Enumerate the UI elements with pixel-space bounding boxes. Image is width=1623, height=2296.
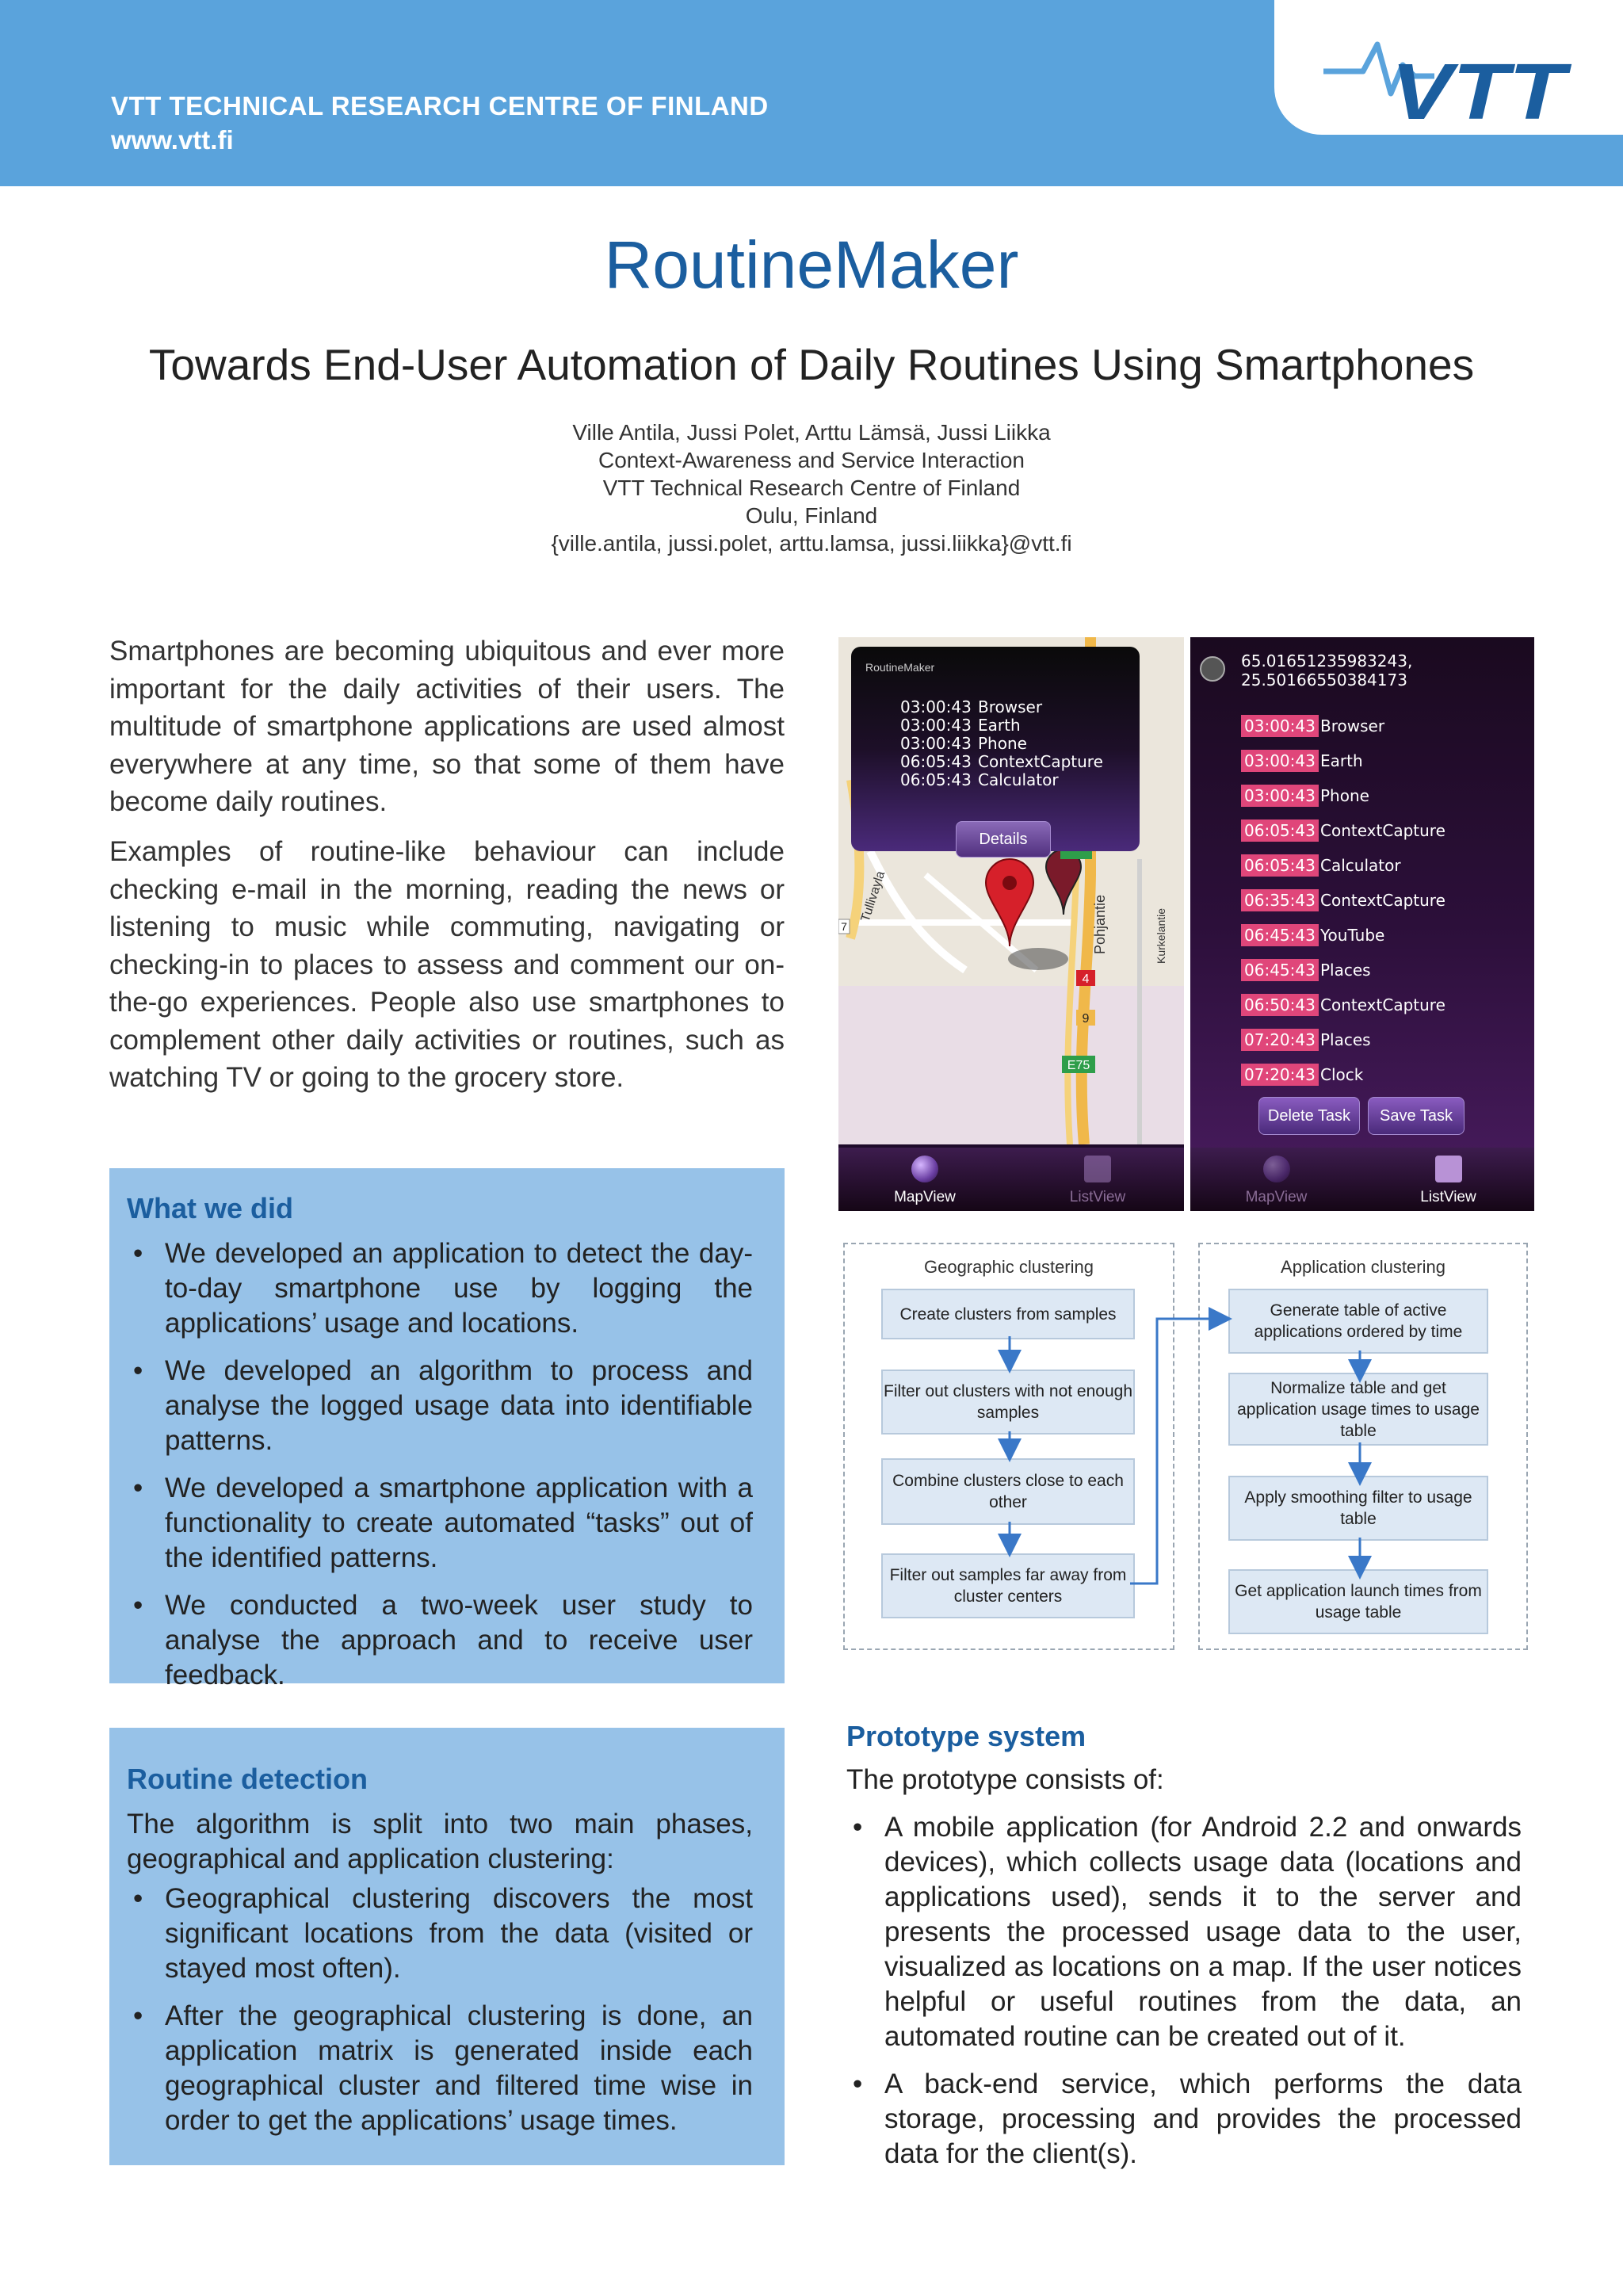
flow-arrows (824, 1236, 1553, 1664)
task-time: 06:45:43 (1241, 959, 1319, 981)
what-we-did-box (109, 1168, 785, 1690)
task-row[interactable] (1241, 750, 1534, 772)
author-emails[interactable]: {ville.antila, jussi.polet, arttu.lamsa, jussi.liikka}@vtt.fi (551, 531, 1072, 556)
task-time: 07:20:43 (1241, 1029, 1319, 1051)
popup-time: 06:05:43 (900, 770, 972, 789)
prototype-intro: The prototype consists of: (846, 1764, 1164, 1795)
map-street-kurkelantie: Kurkelantie (1155, 907, 1167, 964)
map-pin-shadow (1008, 948, 1068, 970)
details-button[interactable]: Details (956, 821, 1051, 858)
delete-task-button[interactable]: Delete Task (1258, 1097, 1360, 1135)
popup-row (900, 770, 1059, 789)
globe-icon (1263, 1156, 1290, 1182)
task-app: Places (1320, 961, 1371, 980)
task-app: Earth (1320, 751, 1363, 770)
task-time: 03:00:43 (1241, 750, 1319, 772)
intro-paragraph-1: Smartphones are becoming ubiquitous and ever more important for the daily activities of their users. The multitude of smartphone applications are used almost everywhere at any time, so that some of them have become daily routines. (109, 636, 785, 817)
list-item: • We developed an application to detect the day-to-day smartphone use by logging the applications’ usage and locations. (127, 1236, 753, 1341)
task-app: Places (1320, 1030, 1371, 1049)
map-badge-7-text: 7 (841, 920, 847, 933)
task-row[interactable] (1241, 959, 1534, 981)
popup-row (900, 752, 1103, 771)
mapview-screenshot (838, 637, 1184, 1211)
author-institution: VTT Technical Research Centre of Finland (602, 476, 1021, 500)
listview-screenshot (1190, 637, 1534, 1211)
task-app: Phone (1320, 786, 1369, 805)
popup-time: 03:00:43 (900, 697, 972, 716)
flow-step-app-4: Get application launch times from usage table (1228, 1569, 1488, 1634)
task-row[interactable] (1241, 889, 1534, 911)
task-row[interactable] (1241, 785, 1534, 807)
flow-step-app-1: Generate table of active applications ordered by time (1228, 1289, 1488, 1354)
prototype-title: Prototype system (846, 1720, 1086, 1752)
tab-listview[interactable] (1011, 1148, 1184, 1211)
list-item: • A back-end service, which performs the data storage, processing and provides the processed data for the client(s). (846, 2067, 1522, 2172)
task-row[interactable] (1241, 715, 1534, 737)
coords-line-2: 25.50166550384173 (1241, 670, 1407, 690)
header-org-name: VTT TECHNICAL RESEARCH CENTRE OF FINLAND (111, 91, 769, 120)
location-icon[interactable] (1200, 656, 1225, 682)
flow-step-app-3: Apply smoothing filter to usage table (1228, 1476, 1488, 1541)
arrow-geo-to-app (1130, 1319, 1220, 1584)
task-time: 03:00:43 (1241, 785, 1319, 807)
popup-time: 03:00:43 (900, 734, 972, 753)
task-row[interactable] (1241, 994, 1534, 1016)
task-time: 06:45:43 (1241, 924, 1319, 946)
list-icon (1435, 1156, 1462, 1182)
popup-time: 06:05:43 (900, 752, 972, 771)
task-row[interactable] (1241, 1064, 1534, 1086)
map-badge-9-text: 9 (1082, 1012, 1090, 1026)
task-row[interactable] (1241, 854, 1534, 877)
list-item: • After the geographical clustering is done, an application matrix is generated inside each geographical cluster and filtered time wise in order to get the applications’ usage times. (127, 1999, 753, 2138)
popup-app: Calculator (978, 770, 1059, 789)
page-title: RoutineMaker (604, 227, 1019, 302)
author-group: Context-Awareness and Service Interaction (598, 448, 1025, 472)
application-clustering-title: Application clustering (1281, 1257, 1445, 1277)
map-street-pohjantie: Pohjantie (1092, 894, 1108, 954)
task-app: Browser (1320, 716, 1385, 735)
list-item: • We developed a smartphone application with a functionality to create automated “tasks” out of the identified patterns. (127, 1471, 753, 1576)
flow-step-geo-3: Combine clusters close to each other (881, 1458, 1135, 1525)
map-badge-e75-text: E75 (1067, 1059, 1090, 1072)
coordinates (1241, 651, 1412, 690)
author-names: Ville Antila, Jussi Polet, Arttu Lämsä, Jussi Liikka (572, 420, 1051, 445)
routine-detection-title: Routine detection (127, 1763, 368, 1795)
map-area[interactable] (838, 637, 1184, 1144)
flow-step-geo-2: Filter out clusters with not enough samples (881, 1370, 1135, 1435)
task-time: 06:35:43 (1241, 889, 1319, 911)
what-we-did-title: What we did (127, 1192, 293, 1224)
map-popup (851, 647, 1140, 851)
listview-navbar (1190, 1148, 1534, 1211)
list-item: • We conducted a two-week user study to analyse the approach and to receive user feedback. (127, 1588, 753, 1693)
task-row[interactable] (1241, 1029, 1534, 1051)
popup-app: Browser (978, 697, 1043, 716)
popup-app: Phone (978, 734, 1027, 753)
save-task-button[interactable]: Save Task (1368, 1097, 1465, 1135)
map-pink-area (838, 986, 1184, 1144)
map-badge-4-text: 4 (1082, 972, 1090, 986)
tab-mapview-label: MapView (894, 1189, 956, 1205)
task-time: 03:00:43 (1241, 715, 1319, 737)
routine-detection-box (109, 1728, 785, 2165)
prototype-list (846, 1810, 1522, 2172)
list-icon (1084, 1156, 1111, 1182)
list-item: • Geographical clustering discovers the most significant locations from the data (visited or stayed most often). (127, 1881, 753, 1986)
what-we-did-list (127, 1236, 753, 1693)
task-app: ContextCapture (1320, 821, 1445, 840)
header-url[interactable]: www.vtt.fi (111, 125, 234, 155)
tab-listview-label: ListView (1069, 1189, 1126, 1205)
task-time: 07:20:43 (1241, 1064, 1319, 1086)
task-app: YouTube (1320, 926, 1385, 945)
flow-step-app-2: Normalize table and get application usage times to usage table (1228, 1373, 1488, 1446)
list-area (1190, 637, 1534, 1160)
tab-listview-label: ListView (1420, 1189, 1476, 1205)
task-app: Calculator (1320, 856, 1401, 875)
intro-paragraph-2: Examples of routine-like behaviour can include checking e-mail in the morning, reading the news or listening to music while commuting, navigating or checking-in to places to assess and comment our on-the-go experiences. People also use smartphones to complement other daily activities or routines, such as watching TV or going to the grocery store. (109, 836, 785, 1093)
geographic-clustering-title: Geographic clustering (923, 1257, 1094, 1277)
routine-detection-list (127, 1881, 753, 2138)
logo-text: VTT (1391, 48, 1573, 125)
popup-app: Earth (978, 716, 1021, 735)
popup-row (900, 716, 1021, 735)
task-app: Clock (1320, 1065, 1364, 1084)
globe-icon (911, 1156, 938, 1182)
popup-row (900, 697, 1042, 716)
task-time: 06:05:43 (1241, 854, 1319, 877)
flow-step-geo-1: Create clusters from samples (881, 1289, 1135, 1339)
task-app: ContextCapture (1320, 995, 1445, 1014)
tab-listview[interactable] (1362, 1148, 1534, 1211)
map-street-tullivayla: Tullivayla (858, 869, 888, 924)
mapview-navbar (838, 1148, 1184, 1211)
task-time: 06:50:43 (1241, 994, 1319, 1016)
popup-time: 03:00:43 (900, 716, 972, 735)
page-subtitle: Towards End-User Automation of Daily Routines Using Smartphones (148, 340, 1475, 389)
popup-app: ContextCapture (978, 752, 1103, 771)
popup-app-name: RoutineMaker (865, 661, 935, 674)
tab-mapview-label: MapView (1245, 1189, 1308, 1205)
map-pin-dot (1002, 876, 1017, 890)
author-location: Oulu, Finland (745, 503, 878, 528)
task-row[interactable] (1241, 924, 1534, 946)
task-app: ContextCapture (1320, 891, 1445, 910)
coords-line-1: 65.01651235983243, (1241, 651, 1413, 670)
vtt-logo (1316, 30, 1577, 125)
flow-step-geo-4: Filter out samples far away from cluster centers (881, 1553, 1135, 1618)
task-row[interactable] (1241, 819, 1534, 842)
task-time: 06:05:43 (1241, 819, 1319, 842)
list-item: • A mobile application (for Android 2.2 and onwards devices), which collects usage data (locations and applications used), sends it to the server and presents the processed usage data to the user, visualized as locations on a map. If the user notices helpful or useful routines from the data, an automated routine can be created out of it. (846, 1810, 1522, 2054)
tab-mapview[interactable] (1190, 1148, 1362, 1211)
tab-mapview[interactable] (838, 1148, 1011, 1211)
list-item: • We developed an algorithm to process and analyse the logged usage data into identifiable patterns. (127, 1354, 753, 1458)
popup-row (900, 734, 1027, 753)
routine-detection-intro: The algorithm is split into two main phases, geographical and application clustering: (127, 1809, 753, 1874)
